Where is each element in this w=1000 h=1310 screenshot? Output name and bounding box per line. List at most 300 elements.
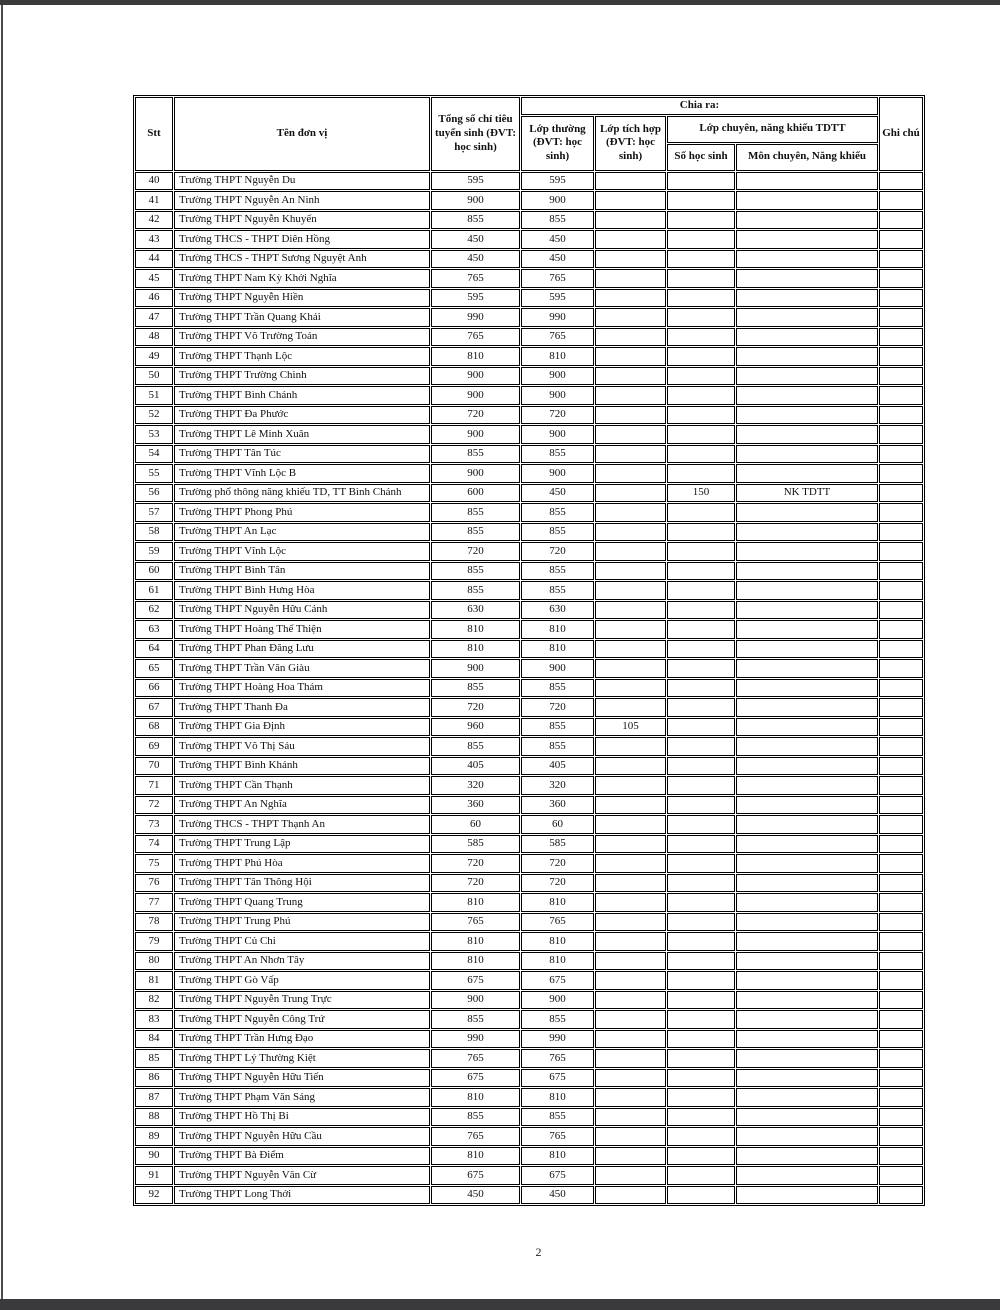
cell-stt: 41 [135, 191, 173, 210]
cell-specialized-subject [736, 503, 878, 522]
cell-school-name: Trường THPT Lê Minh Xuân [174, 425, 430, 444]
table-body [135, 172, 923, 1205]
cell-regular-class: 630 [521, 601, 594, 620]
cell-specialized-count [667, 211, 735, 230]
cell-school-name: Trường THPT Nguyễn Trung Trực [174, 991, 430, 1010]
cell-stt: 66 [135, 679, 173, 698]
cell-integrated-class [595, 1069, 666, 1088]
cell-integrated-class [595, 1147, 666, 1166]
cell-stt: 92 [135, 1186, 173, 1205]
cell-school-name: Trường THPT Trung Lập [174, 835, 430, 854]
cell-total-quota: 900 [431, 367, 520, 386]
cell-school-name: Trường THPT Quang Trung [174, 893, 430, 912]
cell-regular-class: 360 [521, 796, 594, 815]
cell-regular-class: 855 [521, 523, 594, 542]
cell-integrated-class [595, 1186, 666, 1205]
cell-specialized-subject [736, 445, 878, 464]
cell-note [879, 425, 923, 444]
cell-specialized-count [667, 1186, 735, 1205]
cell-stt: 71 [135, 776, 173, 795]
cell-note [879, 503, 923, 522]
cell-specialized-count [667, 835, 735, 854]
cell-note [879, 620, 923, 639]
cell-integrated-class [595, 991, 666, 1010]
cell-note [879, 718, 923, 737]
cell-school-name: Trường THPT Gia Định [174, 718, 430, 737]
cell-specialized-count [667, 445, 735, 464]
cell-integrated-class [595, 406, 666, 425]
cell-regular-class: 900 [521, 659, 594, 678]
cell-stt: 90 [135, 1147, 173, 1166]
cell-regular-class: 450 [521, 484, 594, 503]
table-row [135, 172, 923, 191]
cell-school-name: Trường THPT An Lạc [174, 523, 430, 542]
cell-regular-class: 855 [521, 562, 594, 581]
cell-integrated-class [595, 542, 666, 561]
cell-integrated-class [595, 445, 666, 464]
cell-school-name: Trường THCS - THPT Sương Nguyệt Anh [174, 250, 430, 269]
enrollment-quota-table [133, 95, 925, 1206]
cell-school-name: Trường THPT Bà Điểm [174, 1147, 430, 1166]
cell-note [879, 1147, 923, 1166]
cell-specialized-count [667, 562, 735, 581]
cell-total-quota: 765 [431, 913, 520, 932]
cell-note [879, 347, 923, 366]
cell-specialized-count [667, 815, 735, 834]
cell-school-name: Trường THPT Trần Quang Khải [174, 308, 430, 327]
cell-total-quota: 600 [431, 484, 520, 503]
cell-regular-class: 990 [521, 1030, 594, 1049]
cell-school-name: Trường THPT Củ Chi [174, 932, 430, 951]
cell-school-name: Trường THPT Nguyễn Công Trứ [174, 1010, 430, 1029]
cell-specialized-subject [736, 854, 878, 873]
cell-note [879, 406, 923, 425]
cell-total-quota: 450 [431, 1186, 520, 1205]
cell-specialized-count [667, 230, 735, 249]
cell-total-quota: 360 [431, 796, 520, 815]
cell-regular-class: 765 [521, 1127, 594, 1146]
cell-note [879, 874, 923, 893]
table-row [135, 425, 923, 444]
cell-note [879, 464, 923, 483]
cell-integrated-class [595, 737, 666, 756]
header-so-hoc-sinh: Số học sinh [667, 144, 735, 171]
table-row [135, 757, 923, 776]
table-row [135, 406, 923, 425]
cell-specialized-subject [736, 1088, 878, 1107]
cell-stt: 46 [135, 289, 173, 308]
cell-specialized-subject [736, 542, 878, 561]
cell-specialized-count [667, 406, 735, 425]
cell-stt: 51 [135, 386, 173, 405]
cell-integrated-class [595, 289, 666, 308]
cell-specialized-subject [736, 230, 878, 249]
cell-specialized-subject [736, 776, 878, 795]
cell-stt: 60 [135, 562, 173, 581]
table-row [135, 503, 923, 522]
cell-specialized-subject [736, 679, 878, 698]
cell-regular-class: 720 [521, 406, 594, 425]
cell-integrated-class [595, 191, 666, 210]
table-row [135, 367, 923, 386]
cell-integrated-class [595, 269, 666, 288]
cell-total-quota: 405 [431, 757, 520, 776]
cell-total-quota: 810 [431, 932, 520, 951]
cell-total-quota: 675 [431, 1166, 520, 1185]
cell-stt: 74 [135, 835, 173, 854]
cell-school-name: Trường THPT Nguyễn Khuyến [174, 211, 430, 230]
table-row [135, 523, 923, 542]
cell-total-quota: 810 [431, 893, 520, 912]
header-lop-thuong: Lớp thường (ĐVT: học sinh) [521, 116, 594, 171]
cell-stt: 79 [135, 932, 173, 951]
header-lop-chuyen: Lớp chuyên, năng khiếu TDTT [667, 116, 878, 143]
cell-specialized-subject [736, 1108, 878, 1127]
cell-note [879, 991, 923, 1010]
cell-note [879, 269, 923, 288]
cell-school-name: Trường THPT Nguyễn Hữu Cầu [174, 1127, 430, 1146]
table-row [135, 328, 923, 347]
cell-regular-class: 900 [521, 464, 594, 483]
cell-school-name: Trường THPT An Nhơn Tây [174, 952, 430, 971]
cell-integrated-class [595, 952, 666, 971]
cell-stt: 77 [135, 893, 173, 912]
cell-stt: 72 [135, 796, 173, 815]
cell-stt: 53 [135, 425, 173, 444]
cell-note [879, 191, 923, 210]
cell-specialized-subject [736, 952, 878, 971]
cell-specialized-count [667, 425, 735, 444]
cell-specialized-subject [736, 211, 878, 230]
cell-regular-class: 855 [521, 445, 594, 464]
cell-stt: 81 [135, 971, 173, 990]
header-lop-tich-hop: Lớp tích hợp (ĐVT: học sinh) [595, 116, 666, 171]
cell-integrated-class [595, 211, 666, 230]
cell-integrated-class [595, 367, 666, 386]
cell-school-name: Trường THPT Võ Thị Sáu [174, 737, 430, 756]
cell-regular-class: 675 [521, 1166, 594, 1185]
cell-note [879, 815, 923, 834]
header-ten-don-vi: Tên đơn vị [174, 97, 430, 171]
table-row [135, 601, 923, 620]
table-row [135, 191, 923, 210]
cell-integrated-class [595, 913, 666, 932]
table-row [135, 952, 923, 971]
cell-note [879, 445, 923, 464]
cell-stt: 48 [135, 328, 173, 347]
table-row [135, 230, 923, 249]
cell-integrated-class [595, 581, 666, 600]
cell-total-quota: 810 [431, 620, 520, 639]
table-row [135, 464, 923, 483]
cell-specialized-count [667, 523, 735, 542]
cell-regular-class: 810 [521, 620, 594, 639]
cell-stt: 52 [135, 406, 173, 425]
table-row [135, 893, 923, 912]
cell-school-name: Trường THPT Trần Hưng Đạo [174, 1030, 430, 1049]
cell-note [879, 562, 923, 581]
cell-stt: 67 [135, 698, 173, 717]
cell-school-name: Trường THPT Trung Phú [174, 913, 430, 932]
cell-note [879, 776, 923, 795]
table-row [135, 698, 923, 717]
table-row [135, 776, 923, 795]
cell-total-quota: 900 [431, 659, 520, 678]
cell-stt: 85 [135, 1049, 173, 1068]
cell-note [879, 1108, 923, 1127]
cell-stt: 45 [135, 269, 173, 288]
cell-specialized-subject [736, 1010, 878, 1029]
cell-stt: 89 [135, 1127, 173, 1146]
cell-school-name: Trường THPT Nam Kỳ Khởi Nghĩa [174, 269, 430, 288]
cell-regular-class: 765 [521, 1049, 594, 1068]
cell-note [879, 835, 923, 854]
cell-integrated-class [595, 308, 666, 327]
header-stt: Stt [135, 97, 173, 171]
cell-specialized-count [667, 913, 735, 932]
cell-note [879, 1069, 923, 1088]
cell-integrated-class [595, 757, 666, 776]
table-header [135, 97, 923, 171]
cell-specialized-count [667, 952, 735, 971]
cell-specialized-subject: NK TDTT [736, 484, 878, 503]
cell-stt: 91 [135, 1166, 173, 1185]
cell-specialized-count [667, 1147, 735, 1166]
cell-specialized-subject [736, 659, 878, 678]
cell-specialized-subject [736, 1186, 878, 1205]
cell-stt: 49 [135, 347, 173, 366]
cell-stt: 82 [135, 991, 173, 1010]
cell-specialized-subject [736, 718, 878, 737]
cell-school-name: Trường THPT Hoàng Hoa Thám [174, 679, 430, 698]
cell-regular-class: 450 [521, 250, 594, 269]
table-row [135, 1108, 923, 1127]
cell-specialized-subject [736, 971, 878, 990]
cell-specialized-subject [736, 893, 878, 912]
cell-integrated-class [595, 250, 666, 269]
cell-total-quota: 855 [431, 445, 520, 464]
cell-specialized-subject [736, 172, 878, 191]
cell-school-name: Trường phổ thông năng khiếu TD, TT Bình Chánh [174, 484, 430, 503]
cell-stt: 69 [135, 737, 173, 756]
cell-stt: 75 [135, 854, 173, 873]
cell-note [879, 1049, 923, 1068]
cell-note [879, 1127, 923, 1146]
header-chia-ra: Chia ra: [521, 97, 878, 115]
cell-specialized-subject [736, 1166, 878, 1185]
cell-regular-class: 720 [521, 542, 594, 561]
cell-specialized-count [667, 776, 735, 795]
cell-stt: 40 [135, 172, 173, 191]
cell-integrated-class [595, 172, 666, 191]
cell-specialized-count [667, 347, 735, 366]
table-row [135, 542, 923, 561]
cell-regular-class: 900 [521, 367, 594, 386]
cell-school-name: Trường THPT Phạm Văn Sáng [174, 1088, 430, 1107]
cell-specialized-count [667, 367, 735, 386]
cell-school-name: Trường THPT Tân Túc [174, 445, 430, 464]
table-row [135, 308, 923, 327]
cell-regular-class: 675 [521, 971, 594, 990]
cell-stt: 55 [135, 464, 173, 483]
cell-integrated-class [595, 1030, 666, 1049]
cell-total-quota: 855 [431, 581, 520, 600]
cell-school-name: Trường THPT Trường Chinh [174, 367, 430, 386]
cell-specialized-subject [736, 1049, 878, 1068]
cell-specialized-subject [736, 640, 878, 659]
cell-school-name: Trường THPT Đa Phước [174, 406, 430, 425]
page-number: 2 [535, 1245, 542, 1259]
cell-school-name: Trường THPT Nguyễn An Ninh [174, 191, 430, 210]
cell-specialized-subject [736, 406, 878, 425]
cell-total-quota: 990 [431, 1030, 520, 1049]
cell-school-name: Trường THPT An Nghĩa [174, 796, 430, 815]
cell-specialized-subject [736, 523, 878, 542]
cell-total-quota: 900 [431, 464, 520, 483]
cell-total-quota: 810 [431, 640, 520, 659]
cell-regular-class: 855 [521, 581, 594, 600]
cell-note [879, 796, 923, 815]
cell-school-name: Trường THPT Võ Trường Toản [174, 328, 430, 347]
cell-total-quota: 855 [431, 211, 520, 230]
cell-stt: 61 [135, 581, 173, 600]
cell-specialized-subject [736, 581, 878, 600]
cell-stt: 84 [135, 1030, 173, 1049]
table-row [135, 581, 923, 600]
cell-total-quota: 765 [431, 328, 520, 347]
cell-school-name: Trường THPT Phong Phú [174, 503, 430, 522]
cell-specialized-count [667, 874, 735, 893]
cell-stt: 50 [135, 367, 173, 386]
cell-regular-class: 855 [521, 718, 594, 737]
cell-specialized-subject [736, 347, 878, 366]
cell-stt: 56 [135, 484, 173, 503]
cell-specialized-count [667, 464, 735, 483]
cell-school-name: Trường THPT Nguyễn Hữu Tiến [174, 1069, 430, 1088]
cell-regular-class: 900 [521, 991, 594, 1010]
cell-total-quota: 720 [431, 874, 520, 893]
cell-school-name: Trường THCS - THPT Thạnh An [174, 815, 430, 834]
table-row [135, 211, 923, 230]
cell-note [879, 1166, 923, 1185]
cell-note [879, 854, 923, 873]
cell-specialized-subject [736, 698, 878, 717]
cell-regular-class: 810 [521, 640, 594, 659]
cell-note [879, 289, 923, 308]
cell-school-name: Trường THPT Bình Hưng Hòa [174, 581, 430, 600]
cell-specialized-count [667, 932, 735, 951]
cell-regular-class: 900 [521, 425, 594, 444]
cell-stt: 43 [135, 230, 173, 249]
cell-total-quota: 595 [431, 289, 520, 308]
cell-total-quota: 960 [431, 718, 520, 737]
cell-integrated-class: 105 [595, 718, 666, 737]
cell-specialized-count [667, 854, 735, 873]
cell-regular-class: 855 [521, 503, 594, 522]
cell-regular-class: 720 [521, 854, 594, 873]
cell-integrated-class [595, 1049, 666, 1068]
cell-specialized-subject [736, 757, 878, 776]
cell-total-quota: 630 [431, 601, 520, 620]
cell-specialized-count [667, 659, 735, 678]
cell-note [879, 913, 923, 932]
cell-integrated-class [595, 347, 666, 366]
cell-note [879, 952, 923, 971]
cell-school-name: Trường THPT Thạnh Lộc [174, 347, 430, 366]
cell-specialized-subject [736, 796, 878, 815]
cell-specialized-subject [736, 269, 878, 288]
cell-regular-class: 320 [521, 776, 594, 795]
cell-stt: 47 [135, 308, 173, 327]
cell-note [879, 308, 923, 327]
cell-note [879, 386, 923, 405]
table-row [135, 737, 923, 756]
cell-total-quota: 810 [431, 347, 520, 366]
cell-specialized-subject [736, 1147, 878, 1166]
cell-integrated-class [595, 503, 666, 522]
cell-specialized-count [667, 542, 735, 561]
cell-specialized-count [667, 1088, 735, 1107]
cell-specialized-subject [736, 1069, 878, 1088]
table-row [135, 386, 923, 405]
cell-specialized-count [667, 386, 735, 405]
cell-total-quota: 765 [431, 269, 520, 288]
cell-school-name: Trường THPT Tân Thông Hội [174, 874, 430, 893]
top-frame-bar [0, 0, 1000, 5]
cell-school-name: Trường THPT Vĩnh Lộc [174, 542, 430, 561]
table-row [135, 854, 923, 873]
cell-regular-class: 595 [521, 172, 594, 191]
cell-regular-class: 810 [521, 952, 594, 971]
cell-total-quota: 320 [431, 776, 520, 795]
cell-specialized-count [667, 620, 735, 639]
cell-regular-class: 855 [521, 1108, 594, 1127]
cell-specialized-count [667, 250, 735, 269]
cell-note [879, 172, 923, 191]
cell-specialized-count [667, 503, 735, 522]
cell-regular-class: 810 [521, 1147, 594, 1166]
cell-specialized-subject [736, 328, 878, 347]
cell-total-quota: 990 [431, 308, 520, 327]
cell-integrated-class [595, 698, 666, 717]
cell-total-quota: 720 [431, 854, 520, 873]
cell-specialized-count [667, 796, 735, 815]
cell-regular-class: 720 [521, 874, 594, 893]
table-row [135, 269, 923, 288]
table-row [135, 1049, 923, 1068]
cell-integrated-class [595, 1010, 666, 1029]
cell-integrated-class [595, 893, 666, 912]
cell-note [879, 971, 923, 990]
cell-total-quota: 900 [431, 191, 520, 210]
cell-specialized-subject [736, 601, 878, 620]
cell-total-quota: 765 [431, 1049, 520, 1068]
cell-specialized-count [667, 991, 735, 1010]
cell-regular-class: 810 [521, 932, 594, 951]
cell-integrated-class [595, 776, 666, 795]
cell-integrated-class [595, 932, 666, 951]
cell-school-name: Trường THPT Hoàng Thế Thiện [174, 620, 430, 639]
cell-regular-class: 765 [521, 913, 594, 932]
cell-stt: 42 [135, 211, 173, 230]
cell-total-quota: 810 [431, 952, 520, 971]
cell-stt: 80 [135, 952, 173, 971]
table-row [135, 445, 923, 464]
cell-total-quota: 585 [431, 835, 520, 854]
cell-total-quota: 765 [431, 1127, 520, 1146]
table-row [135, 659, 923, 678]
cell-total-quota: 900 [431, 425, 520, 444]
